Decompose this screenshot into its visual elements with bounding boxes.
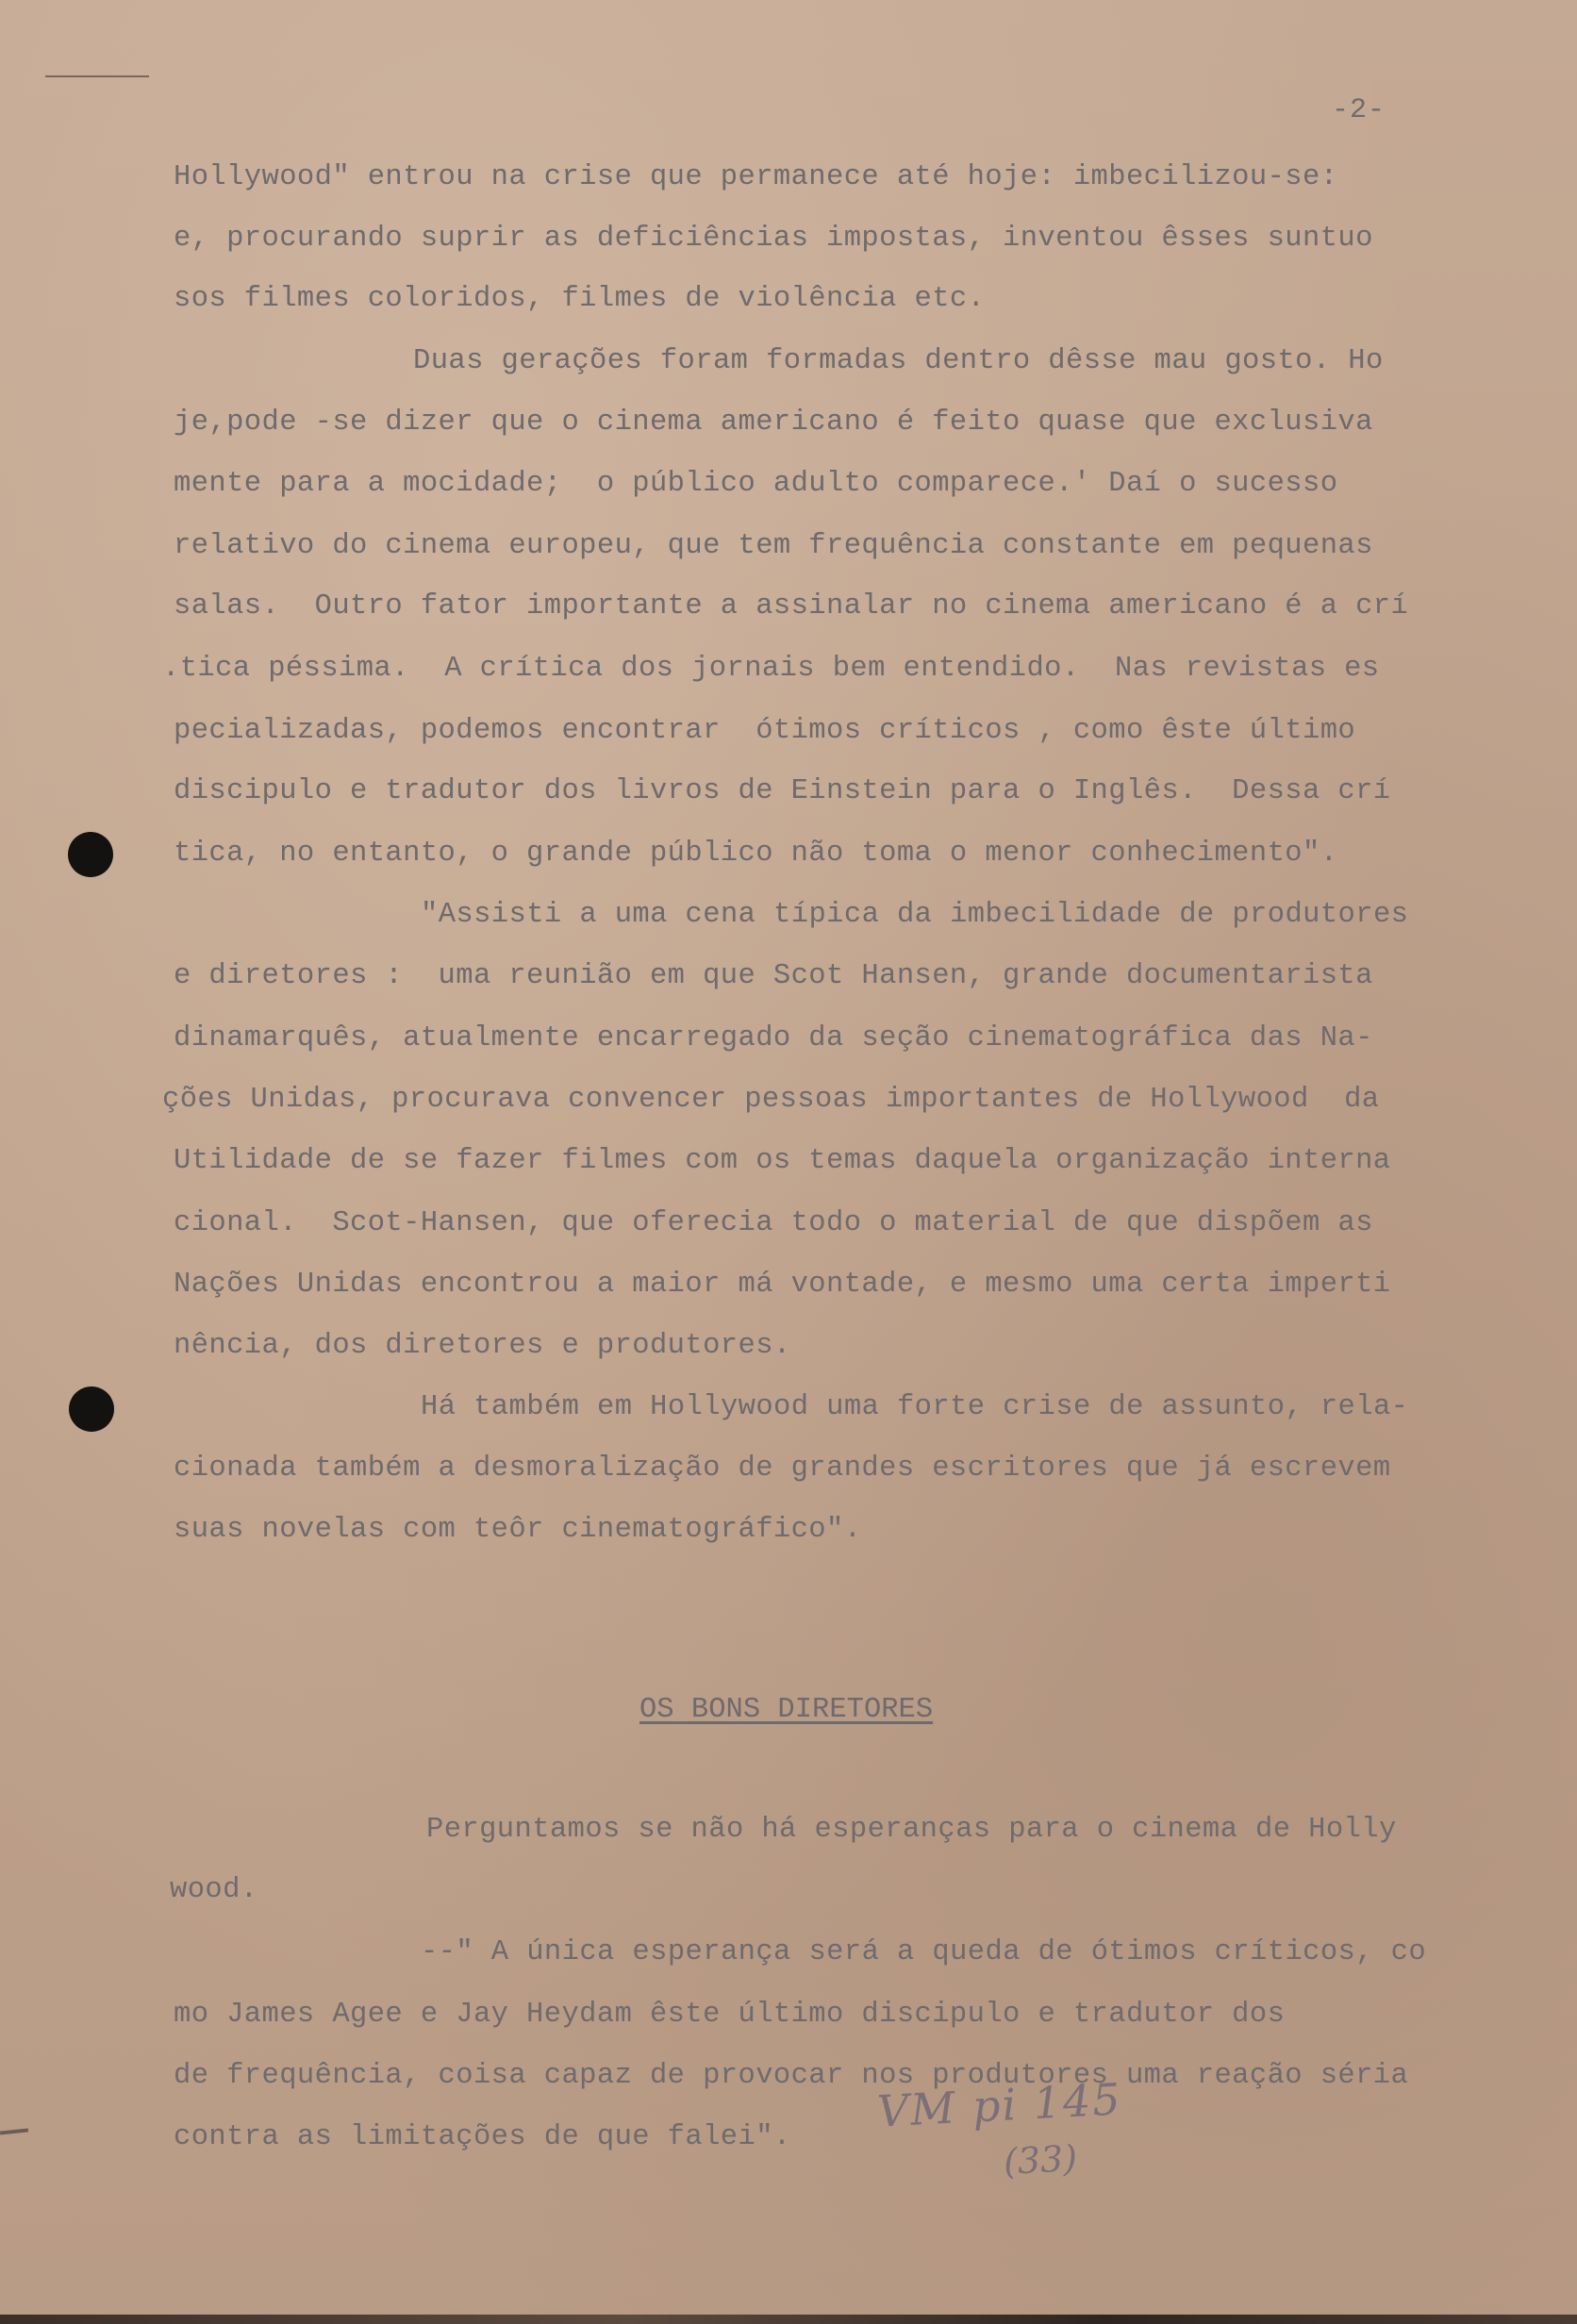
text-line: Perguntamos se não há esperanças para o cinema de Holly xyxy=(426,1814,1397,1846)
text-line: Há também em Hollywood uma forte crise de assunto, rela- xyxy=(421,1391,1409,1423)
text-line: nência, dos diretores e produtores. xyxy=(174,1330,791,1362)
section-heading: OS BONS DIRETORES xyxy=(639,1694,934,1726)
text-line: contra as limitações de que falei". xyxy=(174,2121,791,2153)
handwritten-note-number: (33) xyxy=(1002,2136,1079,2183)
text-line: tica, no entanto, o grande público não toma o menor conhecimento". xyxy=(174,838,1338,870)
text-line: Hollywood" entrou na crise que permanece até hoje: imbecilizou-se: xyxy=(174,161,1338,193)
text-line: je,pode -se dizer que o cinema americano é feito quase que exclusiva xyxy=(174,407,1373,439)
text-line: mo James Agee e Jay Heydam êste último discipulo e tradutor dos xyxy=(174,1999,1286,2031)
punch-hole xyxy=(68,832,113,877)
text-line: ções Unidas, procurava convencer pessoas importantes de Hollywood da xyxy=(162,1084,1380,1116)
text-line: mente para a mocidade; o público adulto comparece.' Daí o sucesso xyxy=(174,468,1338,500)
text-line: --" A única esperança será a queda de ótimos críticos, co xyxy=(421,1936,1427,1968)
text-line: discipulo e tradutor dos livros de Einstein para o Inglês. Dessa crí xyxy=(174,775,1391,807)
edge-mark xyxy=(0,2128,28,2134)
text-line: dinamarquês, atualmente encarregado da seção cinematográfica das Na- xyxy=(174,1022,1373,1054)
text-line: Nações Unidas encontrou a maior má vontade, e mesmo uma certa imperti xyxy=(174,1269,1391,1301)
text-line: suas novelas com teôr cinematográfico". xyxy=(174,1514,862,1546)
page-number: -2- xyxy=(1332,94,1386,126)
bottom-edge xyxy=(0,2315,1577,2324)
punch-hole xyxy=(69,1386,114,1432)
text-line: "Assisti a uma cena típica da imbecilidade de produtores xyxy=(421,899,1409,931)
handwritten-note: VM pi 145 xyxy=(875,2073,1123,2137)
text-line: cional. Scot-Hansen, que oferecia todo o material de que dispõem as xyxy=(174,1207,1373,1239)
text-line: wood. xyxy=(170,1874,258,1906)
text-line: Duas gerações foram formadas dentro dêsse mau gosto. Ho xyxy=(413,345,1384,377)
text-line: de frequência, coisa capaz de provocar nos produtores uma reação séria xyxy=(174,2060,1409,2092)
text-line: sos filmes coloridos, filmes de violência etc. xyxy=(174,283,986,315)
text-line: .tica péssima. A crítica dos jornais bem entendido. Nas revistas es xyxy=(162,653,1380,685)
text-line: e, procurando suprir as deficiências impostas, inventou êsses suntuo xyxy=(174,223,1373,255)
text-line: pecializadas, podemos encontrar ótimos críticos , como êste último xyxy=(174,715,1356,747)
text-line: relativo do cinema europeu, que tem frequência constante em pequenas xyxy=(174,530,1373,562)
text-line: e diretores : uma reunião em que Scot Hansen, grande documentarista xyxy=(174,960,1373,992)
corner-mark xyxy=(45,75,149,77)
text-line: cionada também a desmoralização de grandes escritores que já escrevem xyxy=(174,1452,1391,1485)
text-line: salas. Outro fator importante a assinalar no cinema americano é a crí xyxy=(174,590,1409,622)
text-line: Utilidade de se fazer filmes com os temas daquela organização interna xyxy=(174,1145,1391,1177)
